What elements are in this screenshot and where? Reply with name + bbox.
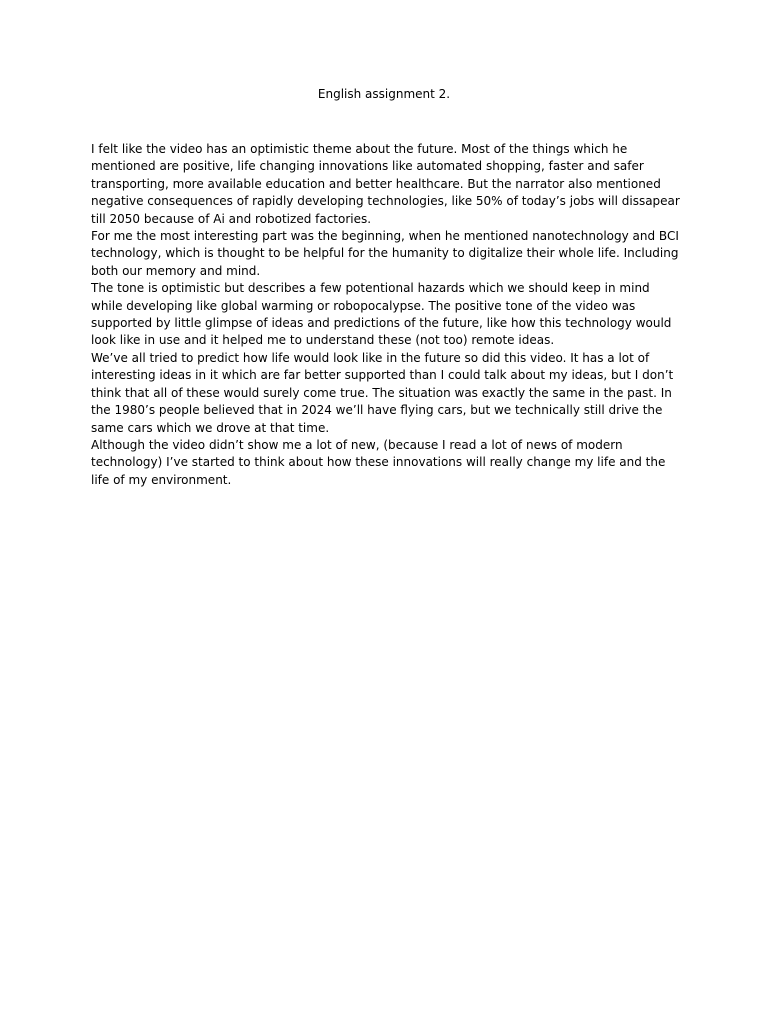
paragraph-5: Although the video didn’t show me a lot of new, (because I read a lot of news of modern technology) I’ve started to think about how these innovations will really change my life and the life of my environment. xyxy=(91,437,666,487)
document-body xyxy=(91,141,681,489)
paragraph-3: The tone is optimistic but describes a few potentional hazards which we should keep in mind while developing like global warming or robopocalypse. The positive tone of the video was supported by little glimpse of ideas and predictions of the future, like how this technology would look like in use and it helped me to understand these (not too) remote ideas. xyxy=(91,281,672,348)
document-title: English assignment 2. xyxy=(317,87,451,101)
paragraph-2: For me the most interesting part was the beginning, when he mentioned nanotechnology and BCI technology, which is thought to be helpful for the humanity to digitalize their whole life. Including both our memory and mind. xyxy=(91,229,679,278)
paragraph-4: We’ve all tried to predict how life would look like in the future so did this video. It has a lot of interesting ideas in it which are far better supported than I could talk about my ideas, but I don’t think that all of these would surely come true. The situation was exactly the same in the past. In the 1980’s people believed that in 2024 we’ll have flying cars, but we technically still drive the same cars which we drove at that time. xyxy=(91,350,674,435)
paragraph-1: I felt like the video has an optimistic theme about the future. Most of the things which he mentioned are positive, life changing innovations like automated shopping, faster and safer transporting, more available education and better healthcare. But the narrator also mentioned negative consequences of rapidly developing technologies, like 50% of today’s jobs will dissapear till 2050 because of Ai and robotized factories. xyxy=(91,142,680,226)
